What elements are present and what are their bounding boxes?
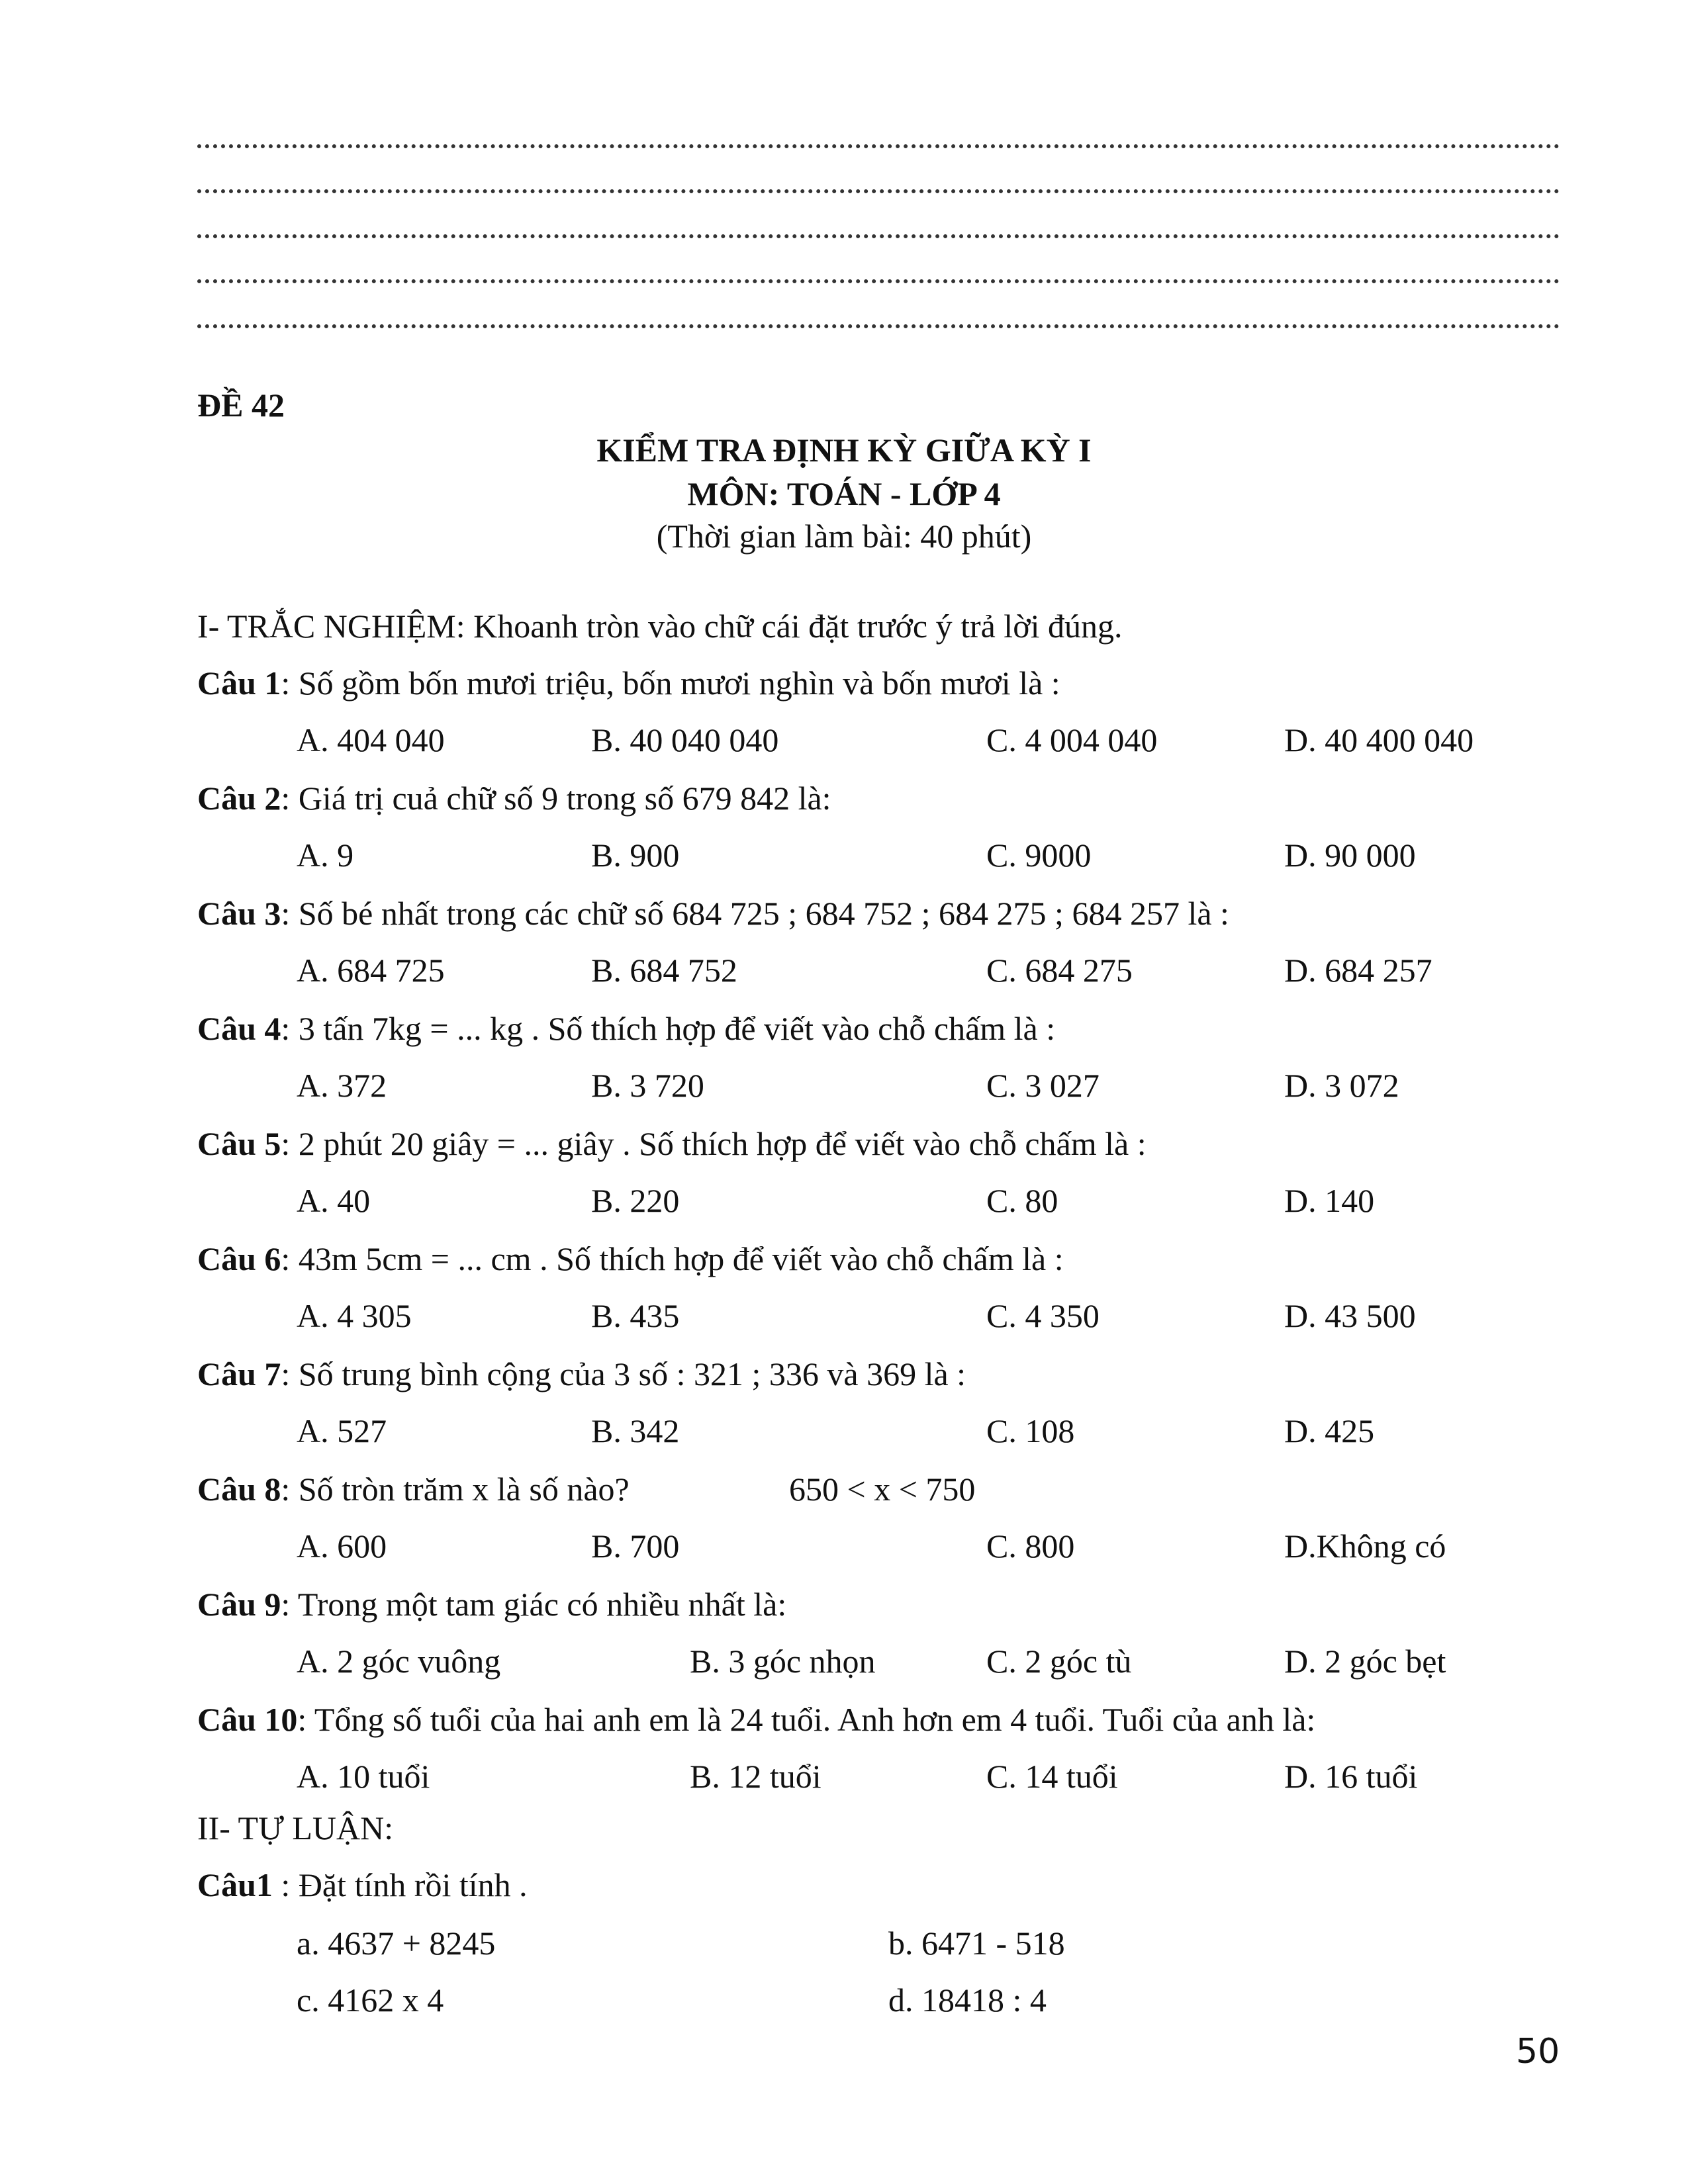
- question-label: Câu 7: [197, 1355, 281, 1392]
- answer-option-d[interactable]: D. 2 góc bẹt: [1284, 1643, 1446, 1680]
- part2-heading: II- TỰ LUẬN:: [197, 1809, 394, 1846]
- question-condition: 650 < x < 750: [789, 1471, 976, 1508]
- exam-code: ĐỀ 42: [197, 387, 285, 424]
- answer-option-b[interactable]: B. 684 752: [591, 952, 737, 989]
- answer-option-a[interactable]: A. 40: [297, 1182, 371, 1219]
- answer-option-d[interactable]: D. 43 500: [1284, 1297, 1416, 1334]
- dotted-answer-line: [197, 139, 1560, 148]
- answer-option-d[interactable]: D. 425: [1284, 1412, 1375, 1449]
- question-9: [197, 1584, 786, 1624]
- question-8: [197, 1469, 630, 1509]
- dotted-answer-line: [197, 184, 1560, 193]
- answer-option-d[interactable]: D. 140: [1284, 1182, 1375, 1219]
- question-text: : Tổng số tuổi của hai anh em là 24 tuổi. Anh hơn em 4 tuổi. Tuổi của anh là:: [297, 1701, 1316, 1738]
- dotted-answer-line: [197, 274, 1560, 283]
- answer-option-d[interactable]: D. 3 072: [1284, 1067, 1399, 1104]
- answer-option-d[interactable]: D. 90 000: [1284, 837, 1416, 874]
- question-6: [197, 1239, 1064, 1279]
- question-text: : Giá trị cuả chữ số 9 trong số 679 842 là:: [281, 780, 831, 817]
- question-label: Câu 5: [197, 1125, 281, 1162]
- question-text: : Số bé nhất trong các chữ số 684 725 ; 684 752 ; 684 275 ; 684 257 là :: [281, 895, 1229, 932]
- answer-option-c[interactable]: C. 9000: [986, 837, 1092, 874]
- part2-question-1: [197, 1865, 528, 1905]
- question-label: Câu 4: [197, 1010, 281, 1047]
- answer-option-b[interactable]: B. 700: [591, 1527, 680, 1565]
- answer-option-b[interactable]: B. 900: [591, 837, 680, 874]
- exam-duration: (Thời gian làm bài: 40 phút): [656, 518, 1032, 555]
- answer-option-b[interactable]: B. 3 góc nhọn: [690, 1643, 876, 1680]
- answer-option-b[interactable]: B. 12 tuổi: [690, 1758, 821, 1795]
- answer-option-d[interactable]: D.Không có: [1284, 1527, 1446, 1565]
- question-text: : Đặt tính rồi tính .: [272, 1866, 528, 1903]
- question-4: [197, 1009, 1055, 1048]
- answer-option-b[interactable]: B. 220: [591, 1182, 680, 1219]
- exam-subject: MÔN: TOÁN - LỚP 4: [687, 475, 1001, 512]
- answer-option-a[interactable]: A. 9: [297, 837, 354, 874]
- question-3: [197, 893, 1229, 933]
- dotted-answer-line: [197, 229, 1560, 238]
- question-text: : Số tròn trăm x là số nào?: [281, 1471, 630, 1508]
- answer-option-c[interactable]: C. 14 tuổi: [986, 1758, 1118, 1795]
- answer-option-d[interactable]: D. 40 400 040: [1284, 721, 1474, 758]
- question-text: : 43m 5cm = ... cm . Số thích hợp để viết vào chỗ chấm là :: [281, 1240, 1064, 1277]
- answer-option-c[interactable]: C. 684 275: [986, 952, 1133, 989]
- calc-item-d: d. 18418 : 4: [888, 1981, 1047, 2019]
- question-label: Câu 10: [197, 1701, 298, 1738]
- dotted-answer-line: [197, 319, 1560, 328]
- answer-option-c[interactable]: C. 3 027: [986, 1067, 1100, 1104]
- calc-item-c: c. 4162 x 4: [297, 1981, 444, 2019]
- answer-option-a[interactable]: A. 600: [297, 1527, 387, 1565]
- question-label: Câu 9: [197, 1586, 281, 1623]
- question-text: : Trong một tam giác có nhiều nhất là:: [281, 1586, 787, 1623]
- question-text: : 3 tấn 7kg = ... kg . Số thích hợp để viết vào chỗ chấm là :: [281, 1010, 1056, 1047]
- calc-item-b: b. 6471 - 518: [888, 1925, 1065, 1962]
- question-5: [197, 1124, 1147, 1163]
- question-7: [197, 1354, 966, 1394]
- calc-item-a: a. 4637 + 8245: [297, 1925, 496, 1962]
- question-label: Câu 3: [197, 895, 281, 932]
- answer-option-d[interactable]: D. 684 257: [1284, 952, 1432, 989]
- answer-option-c[interactable]: C. 108: [986, 1412, 1075, 1449]
- answer-option-c[interactable]: C. 80: [986, 1182, 1058, 1219]
- answer-option-b[interactable]: B. 3 720: [591, 1067, 704, 1104]
- answer-option-a[interactable]: A. 684 725: [297, 952, 445, 989]
- answer-option-a[interactable]: A. 4 305: [297, 1297, 412, 1334]
- answer-option-d[interactable]: D. 16 tuổi: [1284, 1758, 1418, 1795]
- question-label: Câu 1: [197, 664, 281, 702]
- question-label: Câu 6: [197, 1240, 281, 1277]
- question-2: [197, 778, 831, 818]
- answer-option-a[interactable]: A. 527: [297, 1412, 387, 1449]
- question-text: : Số trung bình cộng của 3 số : 321 ; 336 và 369 là :: [281, 1355, 966, 1392]
- question-label: Câu 8: [197, 1471, 281, 1508]
- answer-option-a[interactable]: A. 10 tuổi: [297, 1758, 430, 1795]
- answer-option-c[interactable]: C. 4 350: [986, 1297, 1100, 1334]
- answer-option-b[interactable]: B. 40 040 040: [591, 721, 779, 758]
- question-text: : 2 phút 20 giây = ... giây . Số thích hợp để viết vào chỗ chấm là :: [281, 1125, 1147, 1162]
- question-1: [197, 663, 1060, 703]
- answer-option-a[interactable]: A. 2 góc vuông: [297, 1643, 501, 1680]
- answer-option-b[interactable]: B. 435: [591, 1297, 680, 1334]
- answer-option-b[interactable]: B. 342: [591, 1412, 680, 1449]
- answer-option-c[interactable]: C. 800: [986, 1527, 1075, 1565]
- answer-option-a[interactable]: A. 372: [297, 1067, 387, 1104]
- answer-option-c[interactable]: C. 2 góc tù: [986, 1643, 1132, 1680]
- question-label: Câu1: [197, 1866, 273, 1903]
- question-label: Câu 2: [197, 780, 281, 817]
- page-number: 50: [1516, 2032, 1560, 2071]
- question-text: : Số gồm bốn mươi triệu, bốn mươi nghìn và bốn mươi là :: [281, 664, 1060, 702]
- answer-option-c[interactable]: C. 4 004 040: [986, 721, 1158, 758]
- exam-title: KIỂM TRA ĐỊNH KỲ GIỮA KỲ I: [596, 432, 1092, 469]
- answer-option-a[interactable]: A. 404 040: [297, 721, 445, 758]
- part1-heading: I- TRẮC NGHIỆM: Khoanh tròn vào chữ cái đặt trước ý trả lời đúng.: [197, 608, 1123, 645]
- question-10: [197, 1700, 1315, 1739]
